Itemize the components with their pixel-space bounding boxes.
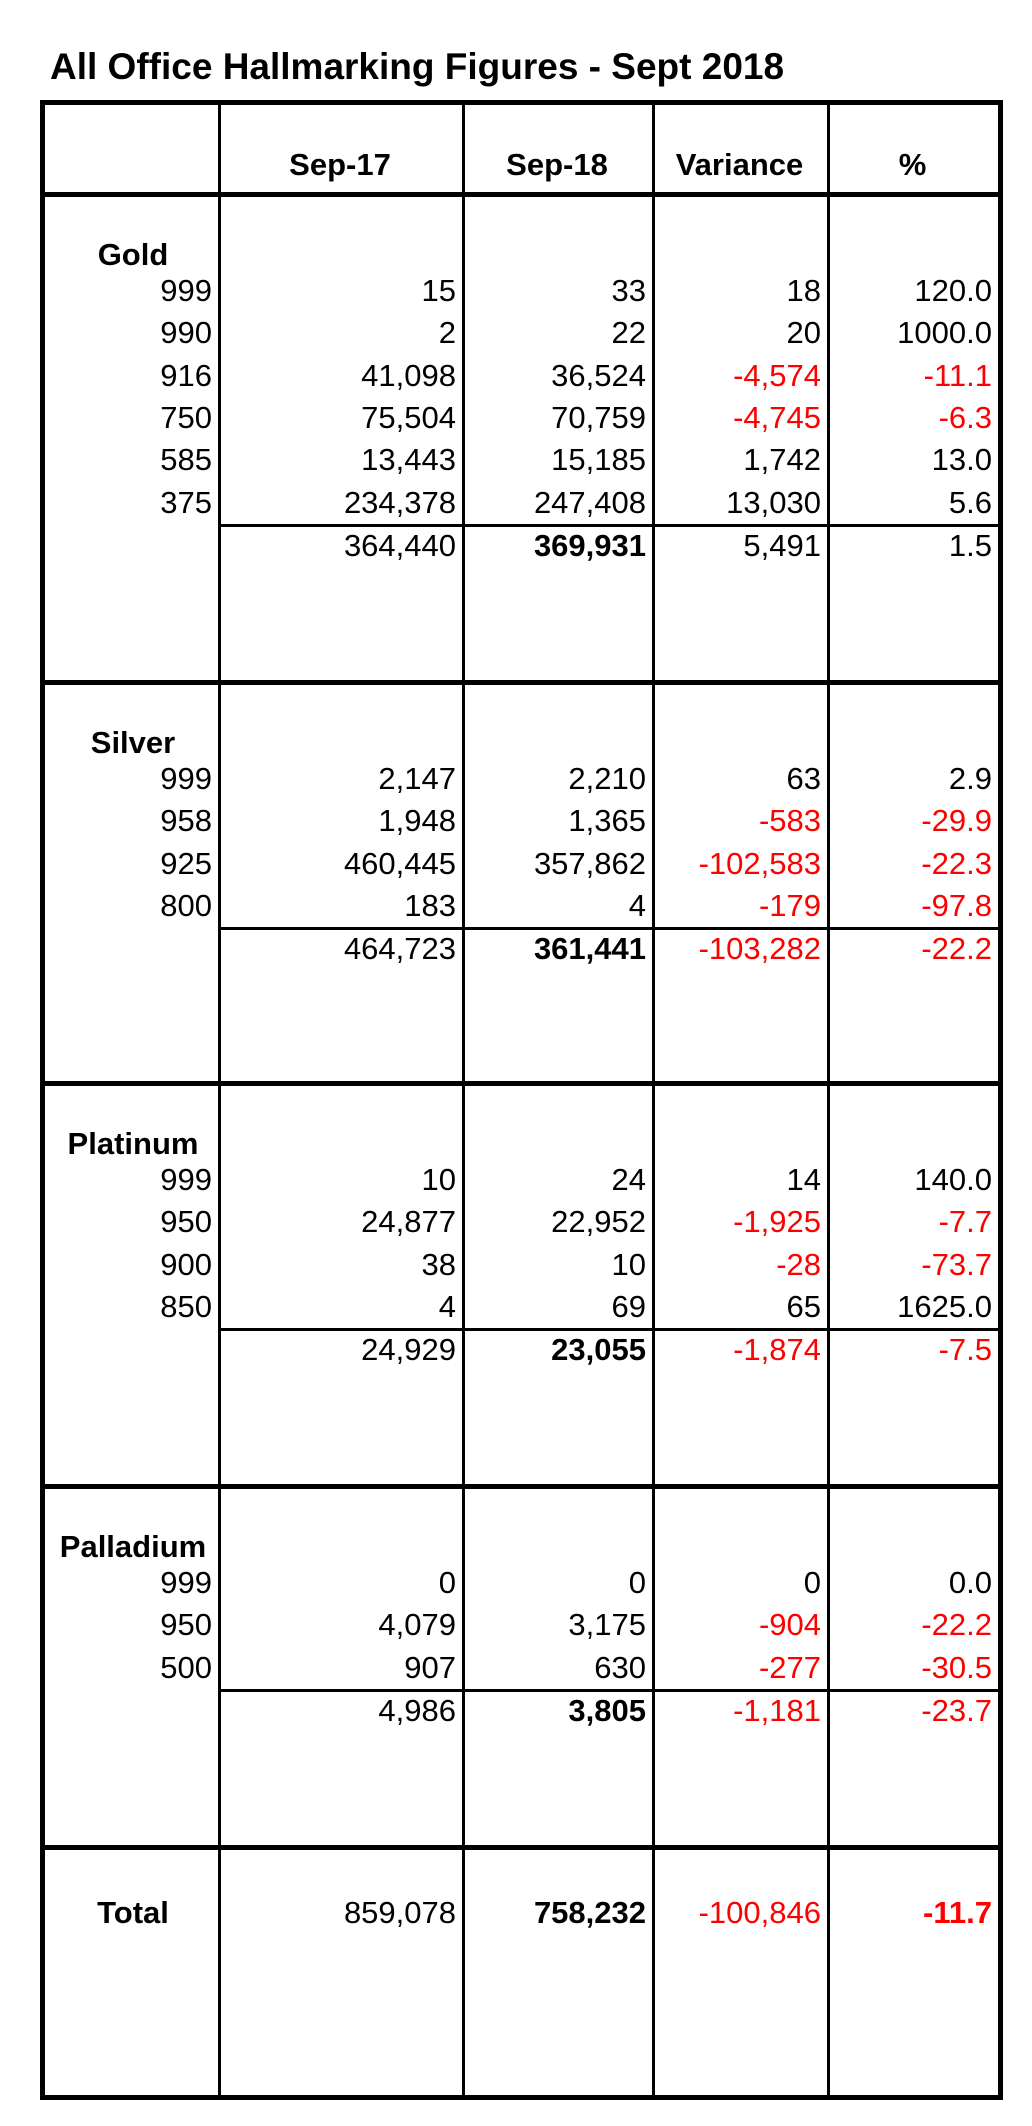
grade-label: 900 — [160, 1246, 212, 1282]
subtotal-cell: 361,441 — [533, 930, 646, 966]
subtotal-cell: 24,929 — [361, 1331, 456, 1367]
table-cell: 69 — [611, 1288, 646, 1324]
table-cell: 1,742 — [743, 442, 821, 478]
table-cell: 41,098 — [361, 357, 456, 393]
subtotal-cell: 4,986 — [378, 1692, 456, 1728]
table-cell: 10 — [421, 1162, 456, 1197]
table-cell: 120.0 — [914, 273, 992, 308]
column-header-0: Sep-17 — [289, 147, 391, 182]
table-cell: 13,443 — [361, 442, 456, 478]
table-cell: 2 — [438, 315, 456, 351]
table-cell: -11.1 — [923, 357, 992, 393]
grade-label: 950 — [160, 1204, 212, 1240]
grade-label: 925 — [160, 845, 212, 881]
grade-label: 800 — [160, 887, 212, 923]
table-cell: 65 — [786, 1288, 821, 1324]
grade-label: 958 — [160, 803, 212, 839]
subtotal-cell: 5,491 — [743, 527, 821, 563]
table-cell: 907 — [404, 1649, 456, 1685]
table-cell: -6.3 — [938, 399, 992, 435]
grade-label: 999 — [160, 273, 212, 308]
subtotal-cell: -22.2 — [921, 930, 992, 966]
table-cell: -277 — [758, 1649, 821, 1685]
total-cell: -11.7 — [923, 1895, 992, 1930]
grade-label: 500 — [160, 1649, 212, 1685]
section-divider — [45, 1484, 998, 1489]
table-cell: 75,504 — [361, 399, 456, 435]
page-title: All Office Hallmarking Figures - Sept 2018 — [50, 46, 785, 87]
table-cell: 247,408 — [533, 484, 646, 520]
table-cell: 4 — [438, 1288, 456, 1324]
subtotal-cell: 364,440 — [343, 527, 456, 563]
table-cell: -22.3 — [921, 845, 992, 881]
table-cell: 24,877 — [361, 1204, 456, 1240]
column-divider — [652, 105, 655, 2095]
table-cell: 13,030 — [726, 484, 821, 520]
table-cell: 630 — [594, 1649, 646, 1685]
section-label: Palladium — [59, 1529, 207, 1564]
table-cell: 14 — [786, 1162, 821, 1197]
table-cell: -7.7 — [938, 1204, 992, 1240]
section-divider — [45, 1845, 998, 1850]
total-cell: 758,232 — [533, 1895, 646, 1930]
table-cell: 36,524 — [551, 357, 646, 393]
section-divider — [45, 1081, 998, 1086]
table-cell: -4,574 — [733, 357, 821, 393]
grade-label: 375 — [160, 484, 212, 520]
table-cell: 5.6 — [948, 484, 992, 520]
subtotal-cell: -1,874 — [733, 1331, 821, 1367]
column-header-2: Variance — [675, 147, 804, 182]
section-label: Platinum — [67, 1126, 199, 1161]
grade-label: 585 — [160, 442, 212, 478]
table-cell: 1,948 — [378, 803, 456, 839]
table-cell: 38 — [421, 1246, 456, 1282]
total-cell: -100,846 — [698, 1895, 821, 1930]
table-cell: 18 — [786, 273, 821, 308]
grade-label: 990 — [160, 315, 212, 351]
total-label: Total — [97, 1895, 169, 1930]
grade-label: 999 — [160, 761, 212, 796]
column-divider — [462, 105, 465, 2095]
table-cell: 63 — [786, 761, 821, 796]
table-cell: 22 — [611, 315, 646, 351]
table-cell: -583 — [758, 803, 821, 839]
table-cell: 15,185 — [551, 442, 646, 478]
table-cell: -22.2 — [921, 1607, 992, 1643]
table-cell: 4,079 — [378, 1607, 456, 1643]
grade-label: 750 — [160, 399, 212, 435]
table-cell: 70,759 — [551, 399, 646, 435]
column-divider — [827, 105, 830, 2095]
table-cell: 2,210 — [568, 761, 646, 796]
subtotal-cell: -1,181 — [733, 1692, 821, 1728]
section-divider — [45, 680, 998, 685]
table-cell: 33 — [611, 273, 646, 308]
table-cell: 2,147 — [378, 761, 456, 796]
column-header-3: % — [898, 147, 927, 182]
table-cell: 1,365 — [568, 803, 646, 839]
table-cell: 140.0 — [914, 1162, 992, 1197]
grade-label: 999 — [160, 1162, 212, 1197]
table-cell: 24 — [611, 1162, 646, 1197]
subtotal-cell: 1.5 — [948, 527, 992, 563]
section-label: Gold — [97, 237, 169, 272]
table-cell: 4 — [628, 887, 646, 923]
table-cell: 20 — [786, 315, 821, 351]
table-cell: -97.8 — [921, 887, 992, 923]
subtotal-cell: -23.7 — [921, 1692, 992, 1728]
table-cell: 10 — [611, 1246, 646, 1282]
table-cell: 0 — [438, 1565, 456, 1600]
table-cell: 22,952 — [551, 1204, 646, 1240]
header-divider — [45, 192, 998, 197]
table-cell: -4,745 — [733, 399, 821, 435]
subtotal-cell: 369,931 — [533, 527, 646, 563]
grade-label: 999 — [160, 1565, 212, 1600]
table-cell: -179 — [758, 887, 821, 923]
table-cell: -904 — [758, 1607, 821, 1643]
table-cell: 15 — [421, 273, 456, 308]
table-cell: -29.9 — [921, 803, 992, 839]
table-cell: -102,583 — [698, 845, 821, 881]
grade-label: 916 — [160, 357, 212, 393]
table-cell: 2.9 — [948, 761, 992, 796]
table-cell: 1625.0 — [897, 1288, 992, 1324]
table-cell: -30.5 — [921, 1649, 992, 1685]
column-header-1: Sep-18 — [506, 147, 608, 182]
table-cell: 460,445 — [343, 845, 456, 881]
grade-label: 850 — [160, 1288, 212, 1324]
table-cell: 13.0 — [931, 442, 992, 478]
section-label: Silver — [90, 725, 176, 760]
table-cell: 0 — [803, 1565, 821, 1600]
table-cell: 1000.0 — [897, 315, 992, 351]
table-cell: 0 — [628, 1565, 646, 1600]
column-divider — [218, 105, 221, 2095]
hallmarking-table — [40, 100, 1003, 2100]
table-cell: 3,175 — [568, 1607, 646, 1643]
table-cell: -28 — [776, 1246, 821, 1282]
subtotal-cell: 3,805 — [568, 1692, 646, 1728]
table-cell: 0.0 — [948, 1565, 992, 1600]
table-cell: -1,925 — [733, 1204, 821, 1240]
table-cell: 183 — [404, 887, 456, 923]
grade-label: 950 — [160, 1607, 212, 1643]
subtotal-cell: 23,055 — [551, 1331, 646, 1367]
subtotal-cell: 464,723 — [343, 930, 456, 966]
total-cell: 859,078 — [343, 1895, 456, 1930]
table-cell: 234,378 — [343, 484, 456, 520]
subtotal-cell: -7.5 — [938, 1331, 992, 1367]
table-cell: -73.7 — [921, 1246, 992, 1282]
subtotal-cell: -103,282 — [698, 930, 821, 966]
table-cell: 357,862 — [533, 845, 646, 881]
